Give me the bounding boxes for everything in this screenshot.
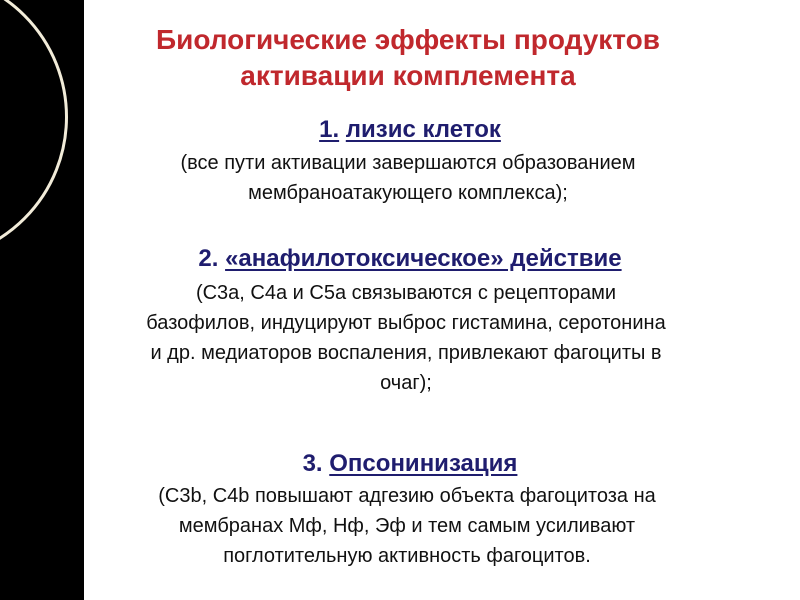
effect-2-line-3: и др. медиаторов воспаления, привлекают фагоциты в <box>150 342 662 364</box>
effect-1-line-2: мембраноатакующего комплекса); <box>248 182 568 204</box>
left-decorative-bar <box>0 0 84 600</box>
effect-3-number: 3. <box>302 450 323 477</box>
effect-3-line-2: мембранах Мф, Нф, Эф и тем самым усиливают <box>178 515 636 537</box>
title-line-2: активации комплемента <box>240 60 576 91</box>
effect-2-line-1: (С3а, С4а и С5а связываются с рецепторами <box>195 282 617 304</box>
effect-3-line-1: (С3b, С4b повышают адгезию объекта фагоцитоза на <box>158 485 656 507</box>
effect-3-title: Опсонинизация <box>329 450 518 477</box>
effect-2-number: 2. <box>198 245 219 272</box>
effect-1-number: 1. <box>319 116 340 143</box>
effect-3-heading <box>84 450 736 478</box>
effect-2-line-4: очаг); <box>380 372 432 394</box>
decorative-arc <box>0 0 68 262</box>
effect-1-heading <box>84 116 736 144</box>
effect-2-line-2: базофилов, индуцируют выброс гистамина, серотонина <box>146 312 666 334</box>
effect-1-line-1: (все пути активации завершаются образованием <box>180 152 636 174</box>
slide-title <box>84 22 732 94</box>
effect-1-title: лизис клеток <box>345 116 501 143</box>
title-line-1: Биологические эффекты продуктов <box>156 24 660 55</box>
effect-2-title: «анафилотоксическое» действие <box>225 245 622 272</box>
slide-content <box>84 0 800 600</box>
effect-1-description <box>84 148 732 208</box>
effect-2-heading <box>84 245 736 273</box>
effect-3-line-3: поглотительную активность фагоцитов. <box>223 545 591 567</box>
effect-3-description <box>84 481 742 571</box>
effect-2-description <box>84 278 746 398</box>
